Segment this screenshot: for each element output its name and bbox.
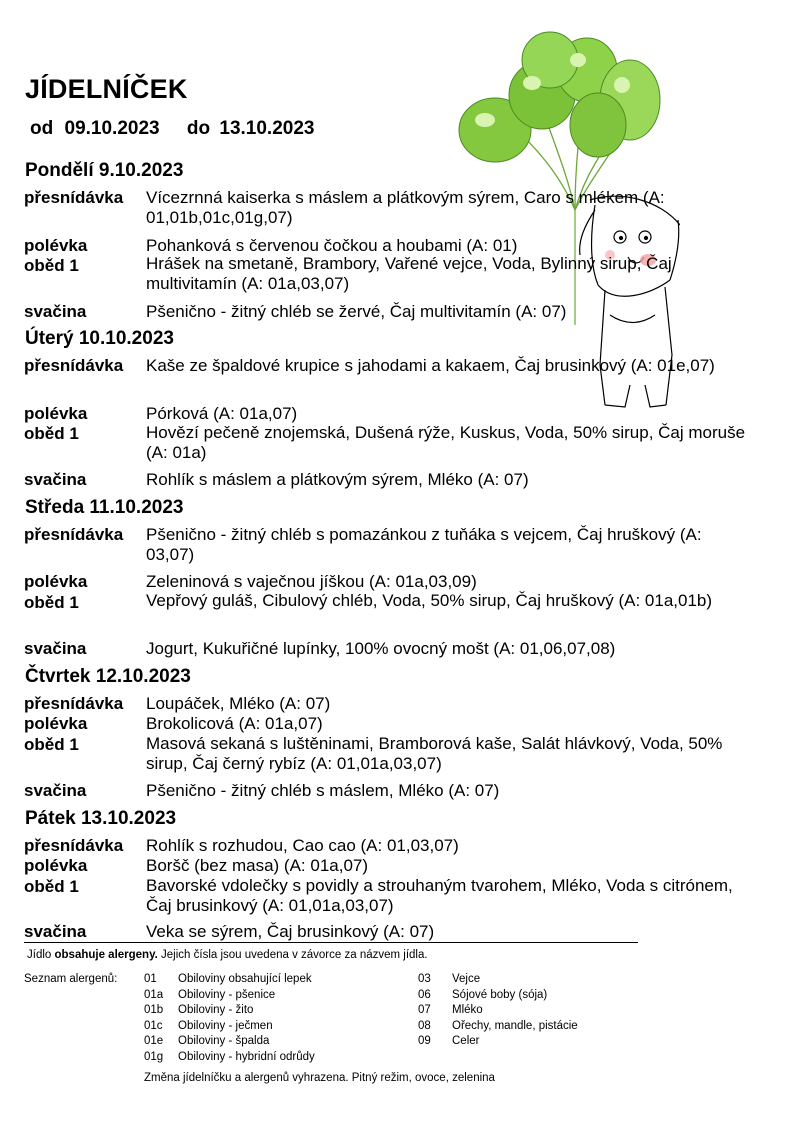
- allergen-code: 03: [418, 973, 431, 985]
- meal-text: Pšenično - žitný chléb se žervé, Čaj multivitamín (A: 07): [146, 302, 567, 321]
- meal-label: polévka: [24, 404, 88, 423]
- day-heading-monday: Pondělí 9.10.2023: [25, 160, 184, 181]
- meal-label: přesnídávka: [24, 694, 124, 713]
- day-heading-tuesday: Úterý 10.10.2023: [25, 328, 174, 349]
- allergen-code: 01a: [144, 988, 164, 1001]
- allergen-item: [418, 988, 578, 1004]
- allergen-note-prefix: Jídlo: [27, 949, 55, 961]
- allergen-code: 01e: [144, 1035, 164, 1047]
- allergen-code: 01c: [144, 1019, 163, 1032]
- meal-text: Veka se sýrem, Čaj brusinkový (A: 07): [146, 922, 435, 941]
- meal-text: Brokolicová (A: 01a,07): [146, 714, 323, 733]
- meal-label: polévka: [24, 856, 88, 875]
- allergen-code: 09: [418, 1035, 431, 1047]
- meal-label: svačina: [24, 781, 87, 800]
- allergen-name: Sójové boby (sója): [452, 988, 548, 1001]
- allergen-code: 01g: [144, 1050, 164, 1063]
- meal-text: Zeleninová s vaječnou jíškou (A: 01a,03,09): [146, 572, 477, 591]
- meal-text: Pohanková s červenou čočkou a houbami (A: 01): [146, 236, 518, 255]
- meal-label: přesnídávka: [24, 836, 124, 855]
- allergen-name: Obiloviny - ječmen: [178, 1019, 273, 1032]
- meal-label: přesnídávka: [24, 188, 124, 207]
- allergen-name: Vejce: [452, 973, 481, 985]
- allergen-name: Obiloviny - pšenice: [178, 988, 276, 1001]
- from-label: od: [30, 118, 54, 139]
- allergen-item: [144, 1019, 315, 1035]
- meal-text: Vepřový guláš, Cibulový chléb, Voda, 50% sirup, Čaj hruškový (A: 01a,01b): [146, 591, 713, 610]
- allergen-note-bold: obsahuje alergeny.: [54, 949, 158, 961]
- allergen-name: Mléko: [452, 1004, 483, 1016]
- meal-text: Rohlík s máslem a plátkovým sýrem, Mléko (A: 07): [146, 470, 529, 489]
- day-heading-thursday: Čtvrtek 12.10.2023: [25, 666, 191, 687]
- allergen-item: [144, 1050, 315, 1066]
- meal-text: Vícezrnná kaiserka s máslem a plátkovým sýrem, Caro s mlékem (A: 01,01b,01c,01g,07): [146, 188, 665, 227]
- allergen-note-rest: Jejich čísla jsou uvedena v závorce za názvem jídla.: [157, 949, 428, 961]
- allergen-list-column-1: [144, 972, 315, 1065]
- allergen-note: [27, 949, 428, 961]
- meal-label: polévka: [24, 572, 88, 591]
- meal-text: Loupáček, Mléko (A: 07): [146, 694, 331, 713]
- allergen-name: Obiloviny - hybridní odrůdy: [178, 1050, 315, 1063]
- footer-note: Změna jídelníčku a alergenů vyhrazena. Pitný režim, ovoce, zelenina: [144, 1072, 495, 1084]
- meal-label: oběd 1: [24, 735, 79, 754]
- meal-text: Bavorské vdolečky s povidly a strouhaným tvarohem, Mléko, Voda s citrónem, Čaj brusinkový (A: 01,01a,03,07): [146, 876, 733, 915]
- meal-label: oběd 1: [24, 424, 79, 443]
- meal-label: svačina: [24, 922, 87, 941]
- allergen-item: [418, 1019, 578, 1035]
- meal-text: Rohlík s rozhudou, Cao cao (A: 01,03,07): [146, 836, 459, 855]
- allergen-code: 07: [418, 1004, 431, 1016]
- from-date: 09.10.2023: [64, 118, 160, 139]
- meal-text: Pórková (A: 01a,07): [146, 404, 298, 423]
- allergen-item: [418, 1034, 578, 1050]
- day-heading-wednesday: Středa 11.10.2023: [25, 497, 184, 518]
- meal-text: Pšenično - žitný chléb s máslem, Mléko (A: 07): [146, 781, 500, 800]
- allergen-list-column-2: [418, 972, 578, 1050]
- meal-label: přesnídávka: [24, 356, 124, 375]
- date-range: [30, 118, 314, 140]
- allergen-list-label: Seznam alergenů:: [24, 973, 118, 985]
- to-date: 13.10.2023: [219, 118, 315, 139]
- meal-label: přesnídávka: [24, 525, 124, 544]
- allergen-name: Obiloviny - žito: [178, 1004, 254, 1016]
- meal-label: polévka: [24, 236, 88, 255]
- meal-label: oběd 1: [24, 593, 79, 612]
- meal-label: polévka: [24, 714, 88, 733]
- meal-label: oběd 1: [24, 877, 79, 896]
- meal-text: Jogurt, Kukuřičné lupínky, 100% ovocný mošt (A: 01,06,07,08): [146, 639, 616, 658]
- allergen-name: Obiloviny obsahující lepek: [178, 973, 312, 985]
- meal-label: svačina: [24, 302, 87, 321]
- meal-label: oběd 1: [24, 256, 79, 275]
- meal-text: Kaše ze špaldové krupice s jahodami a kakaem, Čaj brusinkový (A: 01e,07): [146, 356, 715, 375]
- allergen-code: 01b: [144, 1004, 164, 1016]
- allergen-code: 08: [418, 1019, 431, 1032]
- allergen-item: [144, 972, 315, 988]
- menu-title: JÍDELNÍČEK: [25, 74, 188, 104]
- day-heading-friday: Pátek 13.10.2023: [25, 808, 177, 829]
- allergen-item: [418, 1003, 578, 1019]
- meal-text: Boršč (bez masa) (A: 01a,07): [146, 856, 369, 875]
- allergen-name: Ořechy, mandle, pistácie: [452, 1019, 578, 1032]
- meal-text: Pšenično - žitný chléb s pomazánkou z tuňáka s vejcem, Čaj hruškový (A: 03,07): [146, 525, 702, 564]
- allergen-code: 06: [418, 988, 431, 1001]
- meal-text: Hrášek na smetaně, Brambory, Vařené vejce, Voda, Bylinný sirup, Čaj multivitamín (A: 01a,03,07): [146, 254, 672, 293]
- allergen-code: 01: [144, 973, 157, 985]
- meal-label: svačina: [24, 639, 87, 658]
- to-label: do: [186, 118, 211, 139]
- meal-label: svačina: [24, 470, 87, 489]
- allergen-item: [144, 1003, 315, 1019]
- allergen-item: [144, 988, 315, 1004]
- allergen-item: [418, 972, 578, 988]
- meal-text: Masová sekaná s luštěninami, Bramborová kaše, Salát hlávkový, Voda, 50% sirup, Čaj černý rybíz (A: 01,01a,03,07): [146, 734, 723, 773]
- divider-line: [24, 942, 638, 943]
- meal-text: Hovězí pečeně znojemská, Dušená rýže, Kuskus, Voda, 50% sirup, Čaj moruše (A: 01a): [146, 423, 746, 462]
- allergen-name: Obiloviny - špalda: [178, 1035, 270, 1047]
- allergen-name: Celer: [452, 1035, 480, 1047]
- allergen-item: [144, 1034, 315, 1050]
